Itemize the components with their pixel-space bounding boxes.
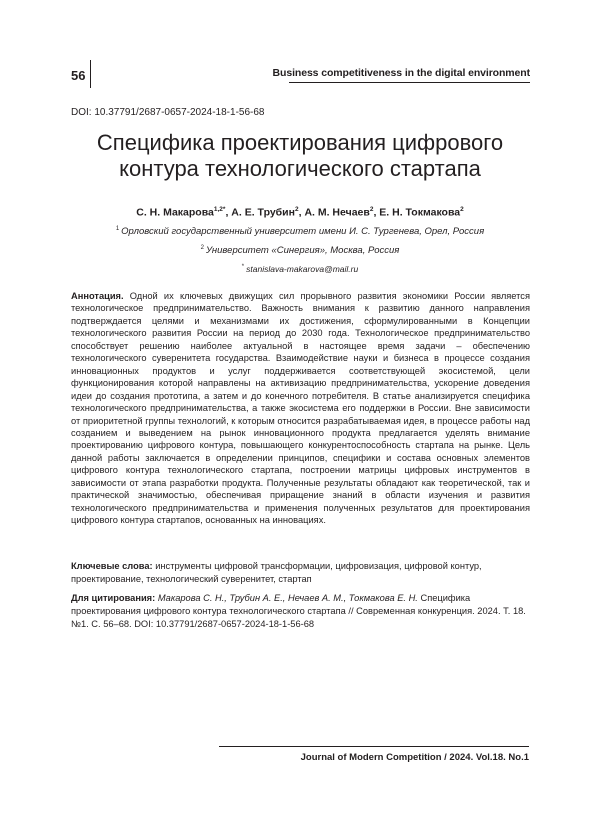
keywords-text: инструменты цифровой трансформации, цифровизация, цифровой контур, проектирование, технологический суверенитет, стартап [71, 561, 482, 584]
affiliation-mark: * [241, 264, 245, 271]
affiliation-text: Университет «Синергия», Москва, Россия [205, 245, 400, 257]
author-list [0, 206, 600, 219]
running-title: Business competitiveness in the digital environment [272, 67, 530, 79]
author-name: Е. Н. Токмакова [379, 206, 461, 219]
header-rule [289, 82, 530, 83]
citation-authors: Макарова С. Н., Трубин А. Е., Нечаев А. М., Токмакова Е. Н. [157, 593, 418, 603]
author-affiliation-mark: 2 [460, 206, 464, 213]
keywords [71, 560, 530, 586]
keywords-label: Ключевые слова: [71, 561, 153, 571]
affiliation-1 [0, 226, 600, 237]
header-vertical-rule [90, 60, 91, 88]
author-name: А. Е. Трубин [231, 206, 295, 219]
author-name: А. М. Нечаев [304, 206, 370, 219]
abstract [71, 290, 530, 527]
citation-text: Специфика проектирования цифрового контура технологического стартапа // Современная конкуренция. 2024. Т. 18. №1. С. 56–68. DOI: 10.37791/2687-0657-2024-18-1-56-68 [71, 593, 526, 629]
footer-rule [219, 746, 529, 747]
author-affiliation-mark: 1,2* [213, 206, 226, 213]
affiliation-text: Орловский государственный университет имени И. С. Тургенева, Орел, Россия [121, 226, 485, 238]
abstract-text: Одной их ключевых движущих сил прорывного развития экономики России является технологическое предпринимательство. Важность внимания к развитию данного направления подтверждается целями и механизмами их достижения, сформулированными в Концепции технологического развития России на период до 2030 года. Технологическое предпринимательство способствует решению наиболее актуальной в настоящее время задачи – обеспечению технологического суверенитета государства. Взаимодействие науки и бизнеса в процессе создания инновационных продуктов и услуг поддерживается соответствующей экосистемой, цели функционирования которой направлены на активизацию предпринимательства, ускорение доведения идеи до создания прототипа, а затем и до конечного потребителя. В статье анализируется специфика технологического предпринимательства, а также экосистема его поддержки в России. Вне зависимости от приоритетной группы технологий, к которым относится разрабатываемая идея, в процессе работы над созданием и выведением на рынок инновационного продукта предлагается уделять внимание проектированию цифрового контура, повышающего конкурентоспособность стартапа на рынке. Цель данной работы заключается в определении принципов, специфики и состава основных элементов цифрового контура технологического стартапа, построении матрицы цифровых инструментов в зависимости от этапа разработки продукта. Полученные результаты обладают как теоретической, так и практической значимостью, обеспечивая приращение знаний в области изучения и развития технологического предпринимательства и применения полученных результатов для проектирования цифрового контура стартапов, основанных на инновациях. [71, 291, 530, 526]
footer-journal: Journal of Modern Competition / 2024. Vol.18. No.1 [300, 752, 529, 763]
affiliation-mark: 2 [200, 245, 204, 251]
email-text: stanislava-makarova@mail.ru [246, 264, 359, 274]
author-affiliation-mark: 2 [369, 206, 374, 213]
doi-line: DOI: 10.37791/2687-0657-2024-18-1-56-68 [71, 107, 265, 118]
author-affiliation-mark: 2 [294, 206, 299, 213]
citation [71, 592, 530, 630]
article-title: Специфика проектирования цифрового контура технологического стартапа [96, 130, 504, 181]
author-separator: , [373, 206, 380, 219]
citation-label: Для цитирования: [71, 593, 156, 603]
corresponding-email [0, 264, 600, 274]
page-number: 56 [71, 68, 86, 83]
abstract-label: Аннотация. [71, 291, 124, 301]
affiliation-mark: 1 [115, 226, 120, 232]
affiliation-2 [0, 245, 600, 256]
author-separator: , [225, 206, 232, 219]
author-separator: , [298, 206, 305, 219]
author-name: С. Н. Макарова [136, 206, 214, 219]
